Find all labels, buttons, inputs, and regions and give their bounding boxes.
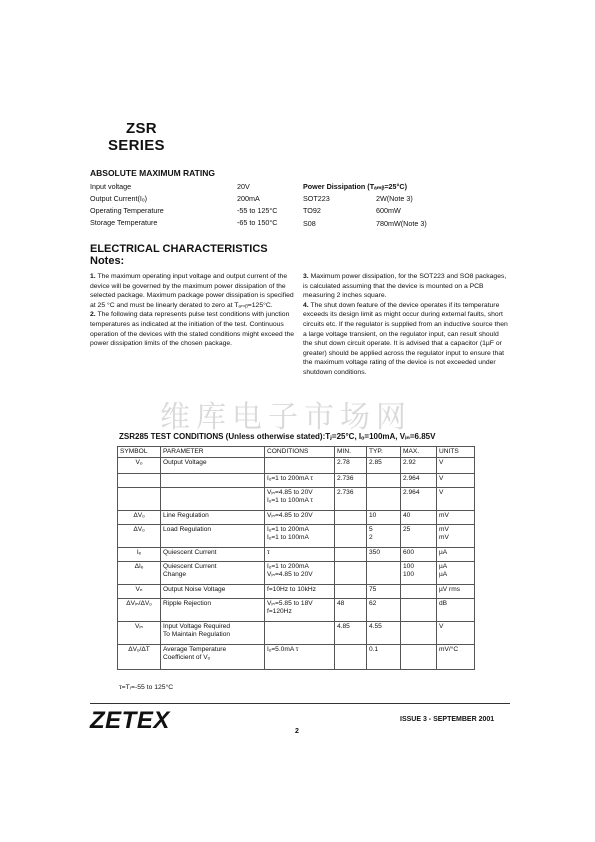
column-header: MIN.: [335, 447, 367, 458]
table-row: [118, 488, 475, 511]
abs-max-label: Output Current(Iₒ): [90, 194, 148, 203]
column-header: TYP.: [367, 447, 401, 458]
table-cell: Vᵢₙ=5.85 to 18V f=120Hz: [265, 599, 335, 622]
table-cell: Iₒ=5.0mA τ: [265, 645, 335, 670]
table-cell: Vᵢₙ=4.85 to 20V Iₒ=1 to 100mA τ: [265, 488, 335, 511]
table-cell: [161, 488, 265, 511]
table-cell: Iₒ=1 to 200mA Vᵢₙ=4.85 to 20V: [265, 562, 335, 585]
abs-max-value: 20V: [237, 182, 250, 191]
table-cell: [335, 645, 367, 670]
power-package: SOT223: [303, 194, 330, 203]
table-cell: 40: [401, 511, 437, 525]
table-cell: 0.1: [367, 645, 401, 670]
zetex-logo: ZETEX: [90, 707, 170, 734]
abs-max-label: Operating Temperature: [90, 206, 164, 215]
table-cell: [401, 599, 437, 622]
column-header: CONDITIONS: [265, 447, 335, 458]
table-cell: V: [437, 622, 475, 645]
table-cell: 48: [335, 599, 367, 622]
table-cell: V: [437, 474, 475, 488]
power-package: S08: [303, 219, 316, 228]
table-cell: Output Voltage: [161, 458, 265, 474]
table-cell: ΔVₒ/ΔT: [118, 645, 161, 670]
table-cell: [367, 474, 401, 488]
note-number: 2.: [90, 311, 96, 319]
table-cell: 2.964: [401, 488, 437, 511]
table-cell: [265, 458, 335, 474]
notes-left-column: [90, 272, 295, 349]
table-row: [118, 645, 475, 670]
table-cell: Quiescent Current: [161, 548, 265, 562]
power-value: 2W(Note 3): [376, 194, 413, 203]
table-cell: Average Temperature Coefficient of Vₒ: [161, 645, 265, 670]
table-cell: 100 100: [401, 562, 437, 585]
table-cell: Load Regulation: [161, 525, 265, 548]
abs-max-value: -65 to 150°C: [237, 218, 278, 227]
table-cell: 2.736: [335, 488, 367, 511]
note-3: [303, 272, 510, 301]
table-cell: [265, 622, 335, 645]
table-cell: ΔVₒ: [118, 525, 161, 548]
table-row: [118, 525, 475, 548]
table-cell: Ripple Rejection: [161, 599, 265, 622]
table-cell: mV/°C: [437, 645, 475, 670]
note-text: The following data represents pulse test conditions with junction temperatures as indicated at the initiation of the test. Continuous operation of the devices with the stated conditions might exceed the power dissipation limits of the chosen package.: [90, 311, 295, 348]
column-header: MAX.: [401, 447, 437, 458]
table-cell: Vᵢₙ: [118, 622, 161, 645]
power-package: TO92: [303, 206, 321, 215]
table-cell: [335, 585, 367, 599]
table-row: [118, 622, 475, 645]
footer-divider: [90, 703, 510, 704]
table-cell: [118, 474, 161, 488]
table-cell: [335, 525, 367, 548]
table-cell: [401, 645, 437, 670]
table-cell: Vₙ: [118, 585, 161, 599]
table-cell: 10: [367, 511, 401, 525]
power-dissipation-heading: Power Dissipation (Tₐₘᵦ=25°C): [303, 182, 408, 191]
note-4: [303, 301, 510, 378]
table-cell: Quiescent Current Change: [161, 562, 265, 585]
abs-max-heading: ABSOLUTE MAXIMUM RATING: [90, 168, 215, 178]
table-cell: ΔVᵢₙ/ΔVₒ: [118, 599, 161, 622]
table-row: [118, 585, 475, 599]
table-cell: 25: [401, 525, 437, 548]
note-2: [90, 310, 295, 348]
column-header: SYMBOL: [118, 447, 161, 458]
note-number: 1.: [90, 273, 96, 280]
note-number: 4.: [303, 301, 309, 309]
table-cell: [401, 622, 437, 645]
abs-max-value: -55 to 125°C: [237, 206, 278, 215]
table-cell: 2.78: [335, 458, 367, 474]
watermark-text: 维库电子市场网: [160, 400, 412, 435]
table-cell: Input Voltage Required To Maintain Regulation: [161, 622, 265, 645]
table-cell: ΔVₒ: [118, 511, 161, 525]
table-cell: µA: [437, 548, 475, 562]
note-number: 3.: [303, 273, 309, 280]
table-cell: 62: [367, 599, 401, 622]
table-cell: 2.964: [401, 474, 437, 488]
table-cell: dB: [437, 599, 475, 622]
table-row: [118, 511, 475, 525]
abs-max-label: Input voltage: [90, 182, 132, 191]
table-cell: τ: [265, 548, 335, 562]
table-cell: [335, 511, 367, 525]
table-cell: 2.736: [335, 474, 367, 488]
table-cell: Vₒ: [118, 458, 161, 474]
table-cell: 5 2: [367, 525, 401, 548]
table-cell: Output Noise Voltage: [161, 585, 265, 599]
table-body: [118, 458, 475, 670]
table-cell: mV: [437, 511, 475, 525]
table-cell: µV rms: [437, 585, 475, 599]
table-cell: V: [437, 488, 475, 511]
table-cell: V: [437, 458, 475, 474]
table-cell: [367, 488, 401, 511]
table-row: [118, 548, 475, 562]
table-footnote: τ=Tⱼ=-55 to 125°C: [119, 684, 174, 691]
table-cell: Iₒ=1 to 200mA τ: [265, 474, 335, 488]
table-cell: ΔIₑ: [118, 562, 161, 585]
page-number: 2: [295, 728, 299, 735]
abs-max-label: Storage Temperature: [90, 218, 158, 227]
electrical-characteristics-table: [117, 446, 475, 670]
table-cell: [161, 474, 265, 488]
table-header-row: [118, 447, 475, 458]
table-cell: 600: [401, 548, 437, 562]
table-cell: 4.85: [335, 622, 367, 645]
electrical-characteristics-heading: ELECTRICAL CHARACTERISTICS: [90, 243, 268, 255]
issue-date: ISSUE 3 - SEPTEMBER 2001: [400, 716, 495, 723]
table-cell: [118, 488, 161, 511]
notes-right-column: [303, 272, 510, 378]
column-header: UNITS: [437, 447, 475, 458]
table-cell: 75: [367, 585, 401, 599]
power-value: 780mW(Note 3): [376, 219, 427, 228]
note-1: [90, 272, 295, 310]
table-cell: [367, 562, 401, 585]
table-row: [118, 562, 475, 585]
table-cell: Iₒ=1 to 200mA Iₒ=1 to 100mA: [265, 525, 335, 548]
table-cell: µA µA: [437, 562, 475, 585]
note-text: Maximum power dissipation, for the SOT223 and SO8 packages, is calculated assuming that the device is mounted on a PCB measuring 2 inches square.: [303, 273, 507, 300]
table-cell: Iₑ: [118, 548, 161, 562]
column-header: PARAMETER: [161, 447, 265, 458]
table-row: [118, 458, 475, 474]
table-cell: mV mV: [437, 525, 475, 548]
table-row: [118, 599, 475, 622]
table-row: [118, 474, 475, 488]
table-cell: Line Regulation: [161, 511, 265, 525]
notes-heading: Notes:: [90, 255, 125, 267]
series-title-line2: SERIES: [108, 137, 165, 154]
table-cell: 2.85: [367, 458, 401, 474]
note-text: The shut down feature of the device operates if its temperature exceeds its design limit as might occur during external faults, short circuits etc. If the regulator is supplied from an inductive source then a large voltage transient, on the regulator input, can result should the shut down circuit operate. It is advised that a capacitor (1µF or greater) should be applied across the regulator input to ensure that the maximum voltage rating of the device is not exceeded under shutdown conditions.: [303, 301, 508, 376]
table-cell: [335, 548, 367, 562]
abs-max-value: 200mA: [237, 194, 260, 203]
table-cell: [401, 585, 437, 599]
table-cell: Vᵢₙ=4.85 to 20V: [265, 511, 335, 525]
test-conditions-heading: ZSR285 TEST CONDITIONS (Unless otherwise stated):Tⱼ=25°C, Iₒ=100mA, Vᵢₙ=6.85V: [119, 432, 436, 441]
table-cell: f=10Hz to 10kHz: [265, 585, 335, 599]
table-cell: 2.92: [401, 458, 437, 474]
power-value: 600mW: [376, 206, 401, 215]
table-cell: [335, 562, 367, 585]
series-title-line1: ZSR: [126, 120, 157, 137]
table-cell: 350: [367, 548, 401, 562]
note-text: The maximum operating input voltage and output current of the device will be governed by the maximum power dissipation of the selected package. Maximum package power dissipation is specified at 25 °C and must be linearly derated to zero at Tₐₘᵦ=125°C.: [90, 273, 294, 309]
table-cell: 4.55: [367, 622, 401, 645]
